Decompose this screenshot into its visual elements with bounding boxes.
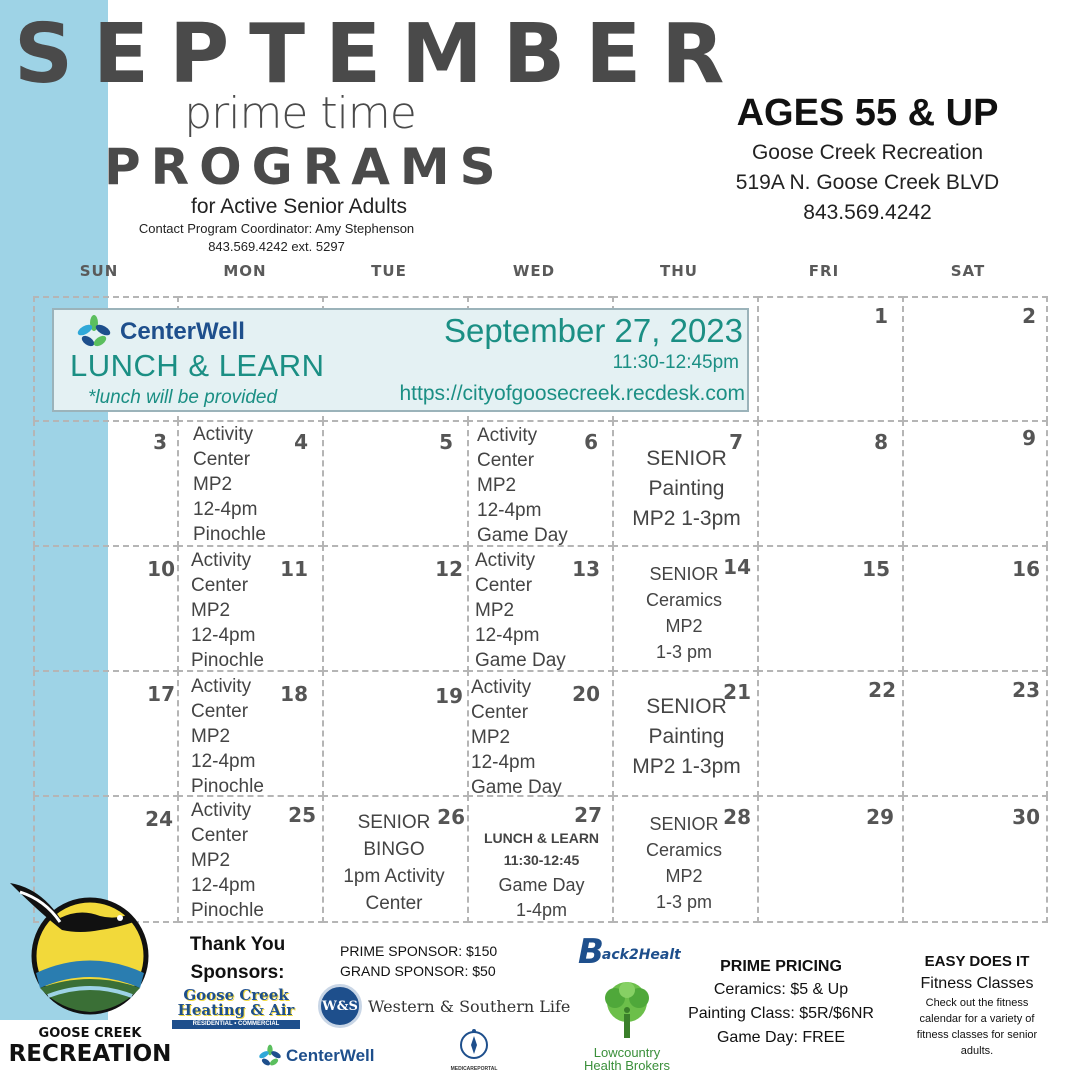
event-activity-pinochle: Activity Center MP2 12-4pm Pinochle — [191, 800, 264, 921]
day-number: 18 — [280, 682, 308, 706]
ws-emblem: W&S — [318, 984, 362, 1028]
day-number: 11 — [280, 557, 308, 581]
day-cell-4 — [177, 420, 324, 547]
banner-event-title: LUNCH & LEARN — [70, 348, 325, 383]
medicare-compass-icon — [459, 1028, 489, 1062]
day-cell-15 — [757, 545, 904, 672]
weekday-wed: WED — [512, 262, 556, 280]
event-activity-pinochle: Activity Center MP2 12-4pm Pinochle — [191, 676, 264, 797]
org-address: 519A N. Goose Creek BLVD — [735, 171, 1000, 194]
event-lunch-learn-title: LUNCH & LEARN 11:30-12:45 — [483, 830, 600, 868]
day-number: 10 — [147, 557, 175, 581]
day-number: 21 — [723, 680, 751, 704]
day-cell-14 — [612, 545, 759, 672]
day-cell-19 — [322, 670, 469, 797]
org-phone: 843.569.4242 — [803, 201, 932, 224]
contact-phone: 843.569.4242 ext. 5297 — [208, 239, 345, 254]
day-cell-23 — [902, 670, 1048, 797]
day-cell-25 — [177, 795, 324, 923]
day-number: 6 — [584, 430, 598, 454]
day-number: 24 — [145, 807, 173, 831]
centerwell-logo — [76, 314, 245, 350]
pricing-title: PRIME PRICING — [720, 958, 842, 975]
day-cell-11 — [177, 545, 324, 672]
easy-subtitle: Fitness Classes — [920, 975, 1034, 992]
pricing-ceramics: Ceramics: $5 & Up — [713, 981, 849, 998]
day-cell-9 — [902, 420, 1048, 547]
medicare-portal-logo: MEDICAREPORTAL — [446, 1028, 502, 1076]
day-number: 19 — [435, 684, 463, 708]
day-cell-2 — [902, 296, 1048, 422]
day-cell-12 — [322, 545, 469, 672]
event-activity-pinochle: Activity Center MP2 12-4pm Pinochle — [191, 550, 264, 671]
banner-url-link[interactable]: https://cityofgoosecreek.recdesk.com — [399, 382, 745, 405]
event-activity-pinochle: Activity Center MP2 12-4pm Pinochle — [193, 424, 266, 545]
day-cell-18 — [177, 670, 324, 797]
prime-sponsor-price: PRIME SPONSOR: $150 — [340, 943, 498, 959]
month-title: SEPTEMBER — [14, 7, 745, 102]
day-number: 12 — [435, 557, 463, 581]
day-cell-28 — [612, 795, 759, 923]
day-cell-13 — [467, 545, 614, 672]
day-cell-1 — [757, 296, 904, 422]
banner-lunch-note: *lunch will be provided — [88, 387, 278, 408]
tree-icon — [597, 980, 657, 1042]
easy-description: Check out the fitness calendar for a variety of fitness classes for senior adults. — [916, 997, 1038, 1057]
day-number: 17 — [147, 682, 175, 706]
day-number: 25 — [288, 803, 316, 827]
day-number: 28 — [723, 805, 751, 829]
day-number: 22 — [868, 678, 896, 702]
lunch-learn-banner[interactable] — [52, 308, 749, 412]
day-cell-20 — [467, 670, 614, 797]
day-cell-16 — [902, 545, 1048, 672]
day-cell-30 — [902, 795, 1048, 923]
goose-creek-heating-air-logo: Goose Creek Heating & Air RESIDENTIAL • COMMERCIAL — [172, 988, 300, 1034]
day-number: 15 — [862, 557, 890, 581]
event-activity-gameday: Activity Center MP2 12-4pm Game Day — [475, 550, 566, 671]
goose-creek-recreation-logo — [0, 878, 180, 1078]
day-number: 16 — [1012, 557, 1040, 581]
day-number: 20 — [572, 682, 600, 706]
day-number: 9 — [1022, 426, 1036, 450]
day-cell-6 — [467, 420, 614, 547]
day-number: 30 — [1012, 805, 1040, 829]
day-cell-3 — [33, 420, 179, 547]
day-cell-17 — [33, 670, 179, 797]
centerwell-sponsor-logo: CenterWell — [258, 1044, 375, 1068]
centerwell-leaf-icon — [76, 314, 112, 350]
day-cell-26 — [322, 795, 469, 923]
day-number: 1 — [874, 304, 888, 328]
event-senior-ceramics: SENIOR Ceramics MP2 1-3 pm — [645, 564, 722, 662]
prime-time-script: prime time — [184, 88, 416, 139]
centerwell-leaf-icon — [258, 1044, 282, 1068]
ages-heading: AGES 55 & UP — [736, 92, 999, 134]
day-cell-10 — [33, 545, 179, 672]
day-cell-5 — [322, 420, 469, 547]
easy-does-it — [900, 951, 1054, 1059]
day-number: 7 — [729, 430, 743, 454]
event-senior-bingo: SENIOR BINGO 1pm Activity Center — [343, 812, 445, 914]
day-number: 14 — [723, 555, 751, 579]
weekday-sat: SAT — [950, 262, 986, 280]
contact-info — [104, 220, 449, 256]
back2health-logo: B ack2Healt — [578, 932, 681, 972]
sponsor-tiers — [340, 941, 540, 981]
day-number: 2 — [1022, 304, 1036, 328]
day-number: 27 — [574, 803, 602, 827]
weekday-thu: THU — [660, 262, 698, 280]
day-cell-7 — [612, 420, 759, 547]
org-name: Goose Creek Recreation — [751, 141, 984, 164]
prime-pricing — [670, 956, 892, 1050]
lowcountry-health-logo: Lowcountry Health Brokers — [572, 980, 682, 1072]
event-senior-ceramics: SENIOR Ceramics MP2 1-3 pm — [645, 814, 722, 912]
grand-sponsor-price: GRAND SPONSOR: $50 — [340, 963, 496, 979]
day-cell-22 — [757, 670, 904, 797]
weekday-tue: TUE — [371, 262, 407, 280]
day-number: 4 — [294, 430, 308, 454]
event-activity-gameday: Activity Center MP2 12-4pm Game Day — [471, 677, 562, 798]
day-number: 8 — [874, 430, 888, 454]
day-number: 26 — [437, 805, 465, 829]
day-cell-8 — [757, 420, 904, 547]
programs-title: PROGRAMS — [104, 138, 506, 196]
centerwell-name: CenterWell — [120, 318, 245, 345]
day-number: 13 — [572, 557, 600, 581]
weekday-fri: FRI — [808, 262, 840, 280]
banner-time: 11:30-12:45pm — [612, 352, 739, 373]
ws-name: Western & Southern Life — [368, 996, 571, 1016]
easy-title: EASY DOES IT — [924, 953, 1030, 970]
day-number: 5 — [439, 430, 453, 454]
event-senior-painting: SENIOR Painting MP2 1-3pm — [632, 695, 741, 778]
pricing-painting: Painting Class: $5R/$6NR — [688, 1005, 874, 1022]
weekday-mon: MON — [223, 262, 267, 280]
banner-date: September 27, 2023 — [443, 312, 743, 349]
logo-goose-creek: GOOSE CREEK — [38, 1026, 142, 1041]
day-number: 3 — [153, 430, 167, 454]
thank-you-sponsors: Thank You Sponsors: — [189, 934, 286, 983]
event-game-day: Game Day 1-4pm — [498, 875, 585, 920]
day-number: 23 — [1012, 678, 1040, 702]
event-senior-painting: SENIOR Painting MP2 1-3pm — [632, 447, 741, 530]
day-cell-21 — [612, 670, 759, 797]
day-cell-29 — [757, 795, 904, 923]
contact-coordinator: Contact Program Coordinator: Amy Stephenson — [138, 221, 415, 236]
day-cell-27 — [467, 795, 614, 923]
weekday-sun: SUN — [79, 262, 119, 280]
pricing-game-day: Game Day: FREE — [716, 1029, 846, 1046]
day-number: 29 — [866, 805, 894, 829]
logo-recreation: RECREATION — [8, 1041, 172, 1067]
event-activity-gameday: Activity Center MP2 12-4pm Game Day — [477, 425, 568, 546]
seagull-sunset-icon — [0, 878, 180, 1023]
western-southern-logo — [318, 984, 570, 1028]
tagline: for Active Senior Adults — [191, 195, 407, 218]
